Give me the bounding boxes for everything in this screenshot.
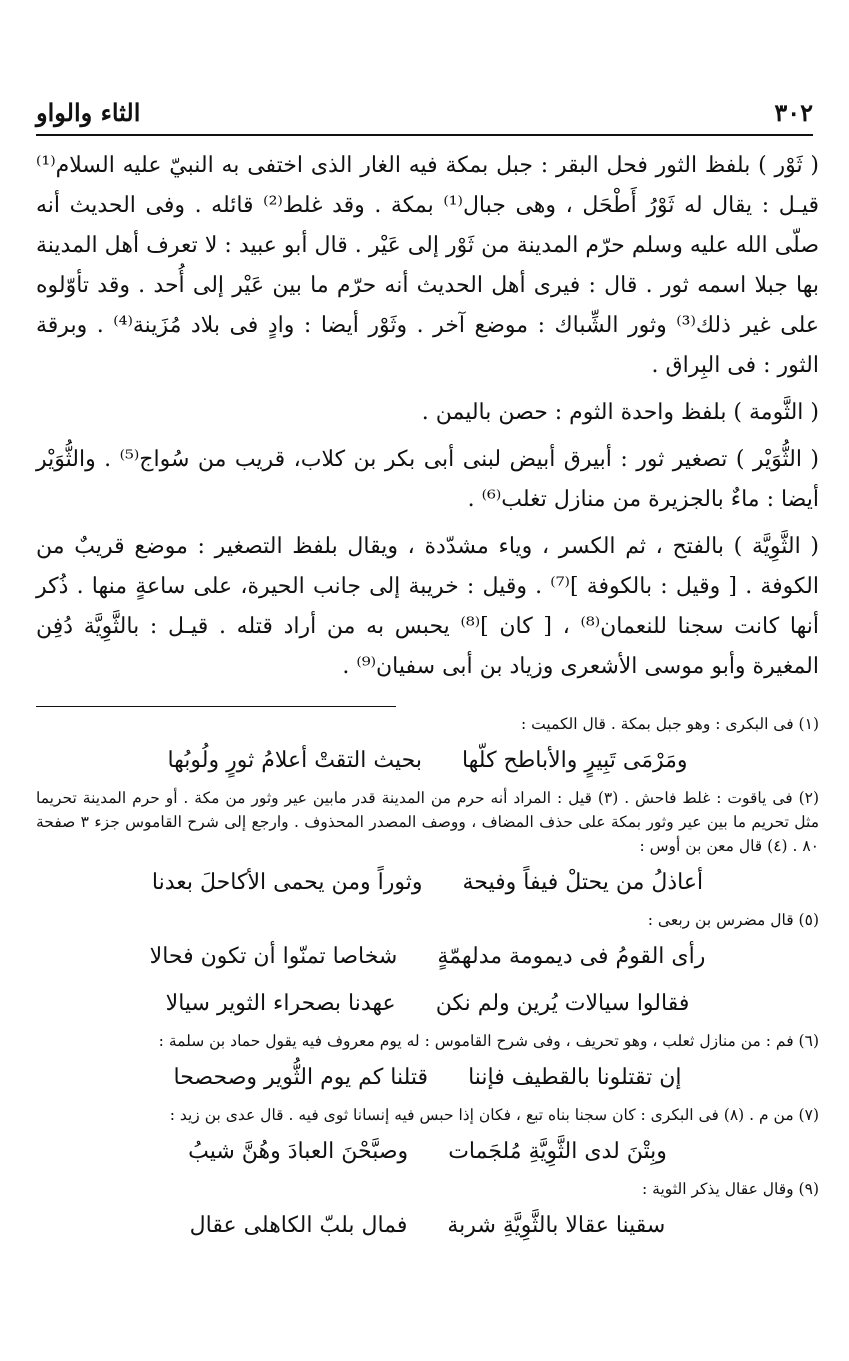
entry-al-thawiyya: ( الثَّوِيَّة ) بالفتح ، ثم الكسر ، وياء مشدّدة ، ويقال بلفظ التصغير : موضع قريبٌ من الكوفة . [ وقيل : بالكوفة ]⁽⁷⁾ . وقيل : خريبة إلى جانب الحيرة، على ساعةٍ منها . ذُكر أنها كانت سجنا للنعمان⁽⁸⁾ ، [ كان ]⁽⁸⁾ يحبس به من أراد قتله . قيـل : بالثَّوِيَّة دُفِن المغيرة وأبو موسى الأشعرى وزياد بن أبى سفيان⁽⁹⁾ .: [36, 534, 820, 679]
verse-6: [36, 1056, 819, 1100]
verse-4: [36, 861, 819, 905]
footnotes: [36, 712, 819, 1251]
footnote-1: (١) فى البكرى : وهو جبل بمكة . قال الكميت :: [520, 715, 819, 733]
entry-thawr: ( ثَوْر ) بلفظ الثور فحل البقر : جبل بمكة فيه الغار الذى اختفى به النبيّ عليه السلام⁽¹⁾ قيـل : يقال له ثَوْرُ أَطْحَل ، وهى جبال⁽¹⁾ بمكة . وقد غلط⁽²⁾ قائله . وفى الحديث أنه صلّى الله عليه وسلم حرّم المدينة من ثَوْر إلى عَيْر . قال أبو عبيد : لا تعرف أهل المدينة بها جبلا اسمه ثور . قال : فيرى أهل الحديث أنه حرّم ما بين عَيْر إلى أُحد . وقد تأوّلوه على غير ذلك⁽³⁾ وثور الشِّباك : موضع آخر . وثَوْر أيضا : وادٍ فى بلاد مُزَينة⁽⁴⁾ . وبرقة الثور : فى البِراق .: [36, 153, 819, 378]
footnote-divider: [36, 706, 396, 707]
entry-al-thawma: ( الثَّومة ) بلفظ واحدة الثوم : حصن باليمن .: [421, 400, 819, 425]
verse-hemistich: فمال بلبّ الكاهلى عقال: [189, 1213, 408, 1238]
section-title: الثاء والواو: [36, 97, 141, 127]
verse-5a: [36, 935, 819, 979]
verse-hemistich: وثوراً ومن يحمى الأكاحلَ بعدنا: [151, 870, 423, 895]
verse-hemistich: رأى القومُ فى ديمومة مدلهمّةٍ: [437, 944, 706, 969]
verse-hemistich: قتلنا كم يوم الثُّوير وصحصحا: [173, 1065, 429, 1090]
verse-hemistich: سقينا عقالا بالثَّوِيَّةِ شربة: [447, 1213, 666, 1238]
verse-hemistich: وبِتْنَ لدى الثَّوِيَّةِ مُلجَمات: [448, 1139, 667, 1164]
verse-hemistich: وصبَّحْنَ العبادَ وهُنَّ شيبُ: [188, 1139, 409, 1164]
page-header: [36, 92, 813, 132]
verse-8: [36, 1130, 819, 1174]
main-text: [36, 146, 819, 694]
verse-hemistich: إن تقتلونا بالقطيف فإننا: [468, 1065, 682, 1090]
header-divider: [36, 134, 813, 136]
verse-hemistich: فقالوا سيالات يُرين ولم نكن: [435, 991, 690, 1016]
footnote-6: (٦) فم : من منازل ثعلب ، وهو تحريف ، وفى شرح القاموس : له يوم معروف فيه يقول حماد بن سلمة :: [158, 1032, 819, 1050]
verse-hemistich: ومَرْمَى تَبِيرٍ والأباطح كلّها: [461, 748, 688, 773]
verse-hemistich: عهدنا بصحراء الثوير سيالا: [165, 991, 396, 1016]
verse-1: [36, 739, 819, 783]
verse-hemistich: أعاذلُ من يحتلْ فيفاً وفيحة: [462, 870, 704, 895]
entry-al-thuwayr: ( الثُّوَيْر ) تصغير ثور : أبيرق أبيض لبنى أبى بكر بن كلاب، قريب من سُواج⁽⁵⁾ . والثُّوَيْر أيضا : ماءٌ بالجزيرة من منازل تغلب⁽⁶⁾ .: [36, 447, 820, 512]
page-number: ٣٠٢: [774, 97, 813, 127]
footnote-2-3-4: (٢) فى ياقوت : غلط فاحش . (٣) قيل : المراد أنه حرم من المدينة قدر مابين عير وثور من مكة . أو حرم المدينة تحريما مثل تحريم ما بين عير وثور بمكة على حذف المضاف ، ووصف المصدر المحذوف . وارجع إلى شرح القاموس جزء ٣ صفحة ٨٠ . (٤) قال معن بن أوس :: [36, 789, 820, 855]
footnote-7-8: (٧) من م . (٨) فى البكرى : كان سجنا بناه تبع ، فكان إذا حبس فيه إنسانا ثوى فيه . قال عدى بن زيد :: [169, 1106, 819, 1124]
verse-5b: [36, 982, 819, 1026]
verse-hemistich: شخاصا تمنّوا أن تكون فحالا: [149, 944, 398, 969]
verse-hemistich: بحيث التقتْ أعلامُ ثورٍ ولُوبُها: [167, 748, 422, 773]
footnote-9: (٩) وقال عقال يذكر الثوية :: [642, 1180, 819, 1198]
verse-9: [36, 1204, 819, 1248]
footnote-5: (٥) قال مضرس بن ربعى :: [647, 911, 819, 929]
